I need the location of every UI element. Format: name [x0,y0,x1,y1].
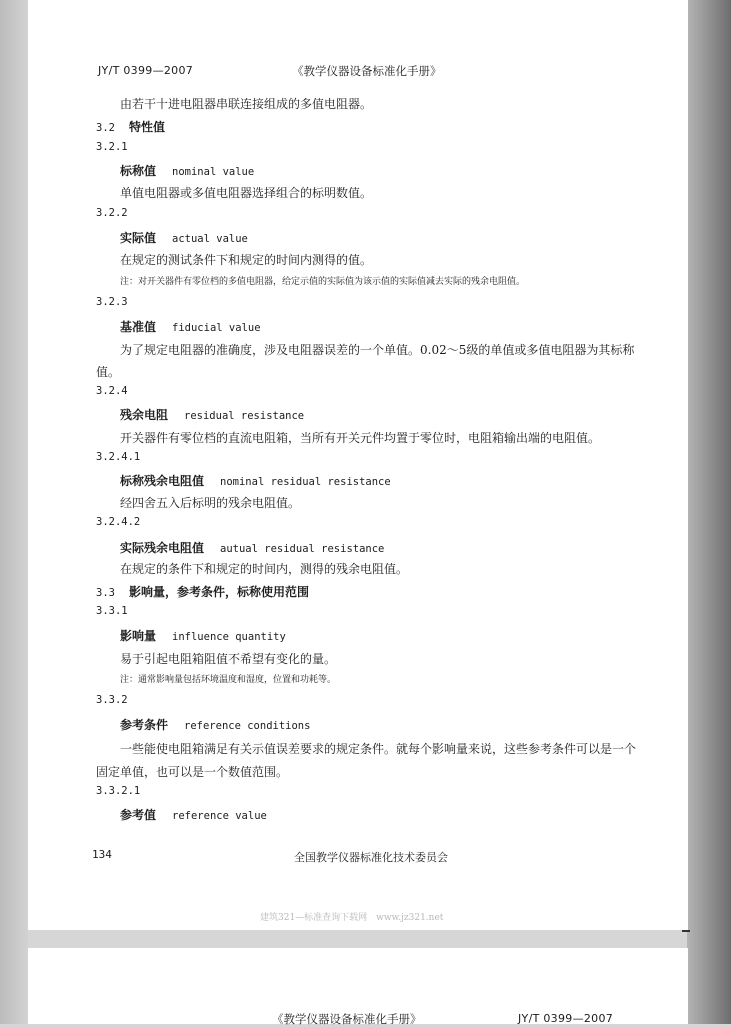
body-text-continuation: 固定单值，也可以是一个数值范围。 [96,765,289,779]
clause-number: 3.2.1 [96,141,128,153]
body-text: 一些能使电阻箱满足有关示值误差要求的规定条件。就每个影响量来说，这些参考条件可以是一个 [120,742,637,756]
note-text: 注：对开关器件有零位档的多值电阻器，给定示值的实际值为该示值的实际值减去实际的残余电阻值。 [120,277,526,287]
clause-number: 3.2.2 [96,207,128,219]
section-title: 特性值 [128,120,165,134]
clause-number: 3.3.1 [96,605,128,617]
term-heading [120,472,391,489]
document-page-1 [28,0,688,930]
term-heading [120,539,384,556]
term-english: fiducial value [172,322,261,334]
footer-committee: 全国教学仪器标准化技术委员会 [294,851,448,864]
body-text: 为了规定电阻器的准确度，涉及电阻器误差的一个单值。0.02～5级的单值或多值电阻器为其标称 [120,343,635,357]
viewer-background-left [0,0,28,1024]
clause-number: 3.3.2 [96,694,128,706]
section-number: 3.3 [96,587,115,599]
clause-number: 3.2.4 [96,385,128,397]
clause-number: 3.2.4.2 [96,516,141,528]
term-chinese: 实际残余电阻值 [120,541,205,555]
term-heading [120,806,267,823]
section-title: 影响量，参考条件，标称使用范围 [128,585,309,599]
section-number: 3.2 [96,122,115,134]
body-text: 易于引起电阻箱阻值不希望有变化的量。 [120,652,337,666]
header-standard-number: JY/T 0399—2007 [98,64,194,77]
viewer-scrollbar-gutter[interactable] [687,0,731,1024]
term-heading [120,627,286,644]
term-english: nominal residual resistance [220,476,391,488]
term-english: reference value [172,810,267,822]
term-english: nominal value [172,166,255,178]
term-chinese: 参考值 [120,808,157,822]
body-text: 在规定的条件下和规定的时间内，测得的残余电阻值。 [120,562,409,576]
body-text: 开关器件有零位档的直流电阻箱，当所有开关元件均置于零位时，电阻箱输出端的电阻值。 [120,431,601,445]
term-heading [120,162,254,179]
note-text: 注：通常影响量包括环境温度和湿度，位置和功耗等。 [120,675,337,685]
body-text-continuation: 值。 [96,365,121,379]
body-text: 在规定的测试条件下和规定的时间内测得的值。 [120,253,373,267]
header-handbook-title: 《教学仪器设备标准化手册》 [292,64,442,78]
term-chinese: 影响量 [120,629,157,643]
term-english: residual resistance [184,410,305,422]
term-english: reference conditions [184,720,311,732]
term-chinese: 基准值 [120,320,157,334]
section-heading [96,583,309,600]
term-english: influence quantity [172,631,286,643]
body-text: 经四舍五入后标明的残余电阻值。 [120,496,301,510]
clause-number: 3.2.4.1 [96,451,141,463]
footer-page-number: 134 [92,848,112,861]
term-heading [120,716,310,733]
watermark-text: 建筑321—标准查询下载网 www.jz321.net [260,913,444,923]
term-chinese: 参考条件 [120,718,169,732]
document-page-2 [28,948,688,1024]
header-handbook-title-page2: 《教学仪器设备标准化手册》 [272,1012,422,1026]
term-heading [120,229,248,246]
term-chinese: 标称残余电阻值 [120,474,205,488]
term-heading [120,406,304,423]
body-text: 单值电阻器或多值电阻器选择组合的标明数值。 [120,186,373,200]
page-break-marker [682,930,690,932]
term-heading [120,318,261,335]
clause-number: 3.2.3 [96,296,128,308]
body-text: 由若干十进电阻器串联连接组成的多值电阻器。 [120,97,373,111]
term-chinese: 残余电阻 [120,408,169,422]
header-standard-number-page2: JY/T 0399—2007 [518,1012,614,1025]
term-english: autual residual resistance [220,543,385,555]
term-english: actual value [172,233,248,245]
section-heading [96,118,165,135]
term-chinese: 实际值 [120,231,157,245]
clause-number: 3.3.2.1 [96,785,141,797]
term-chinese: 标称值 [120,164,157,178]
